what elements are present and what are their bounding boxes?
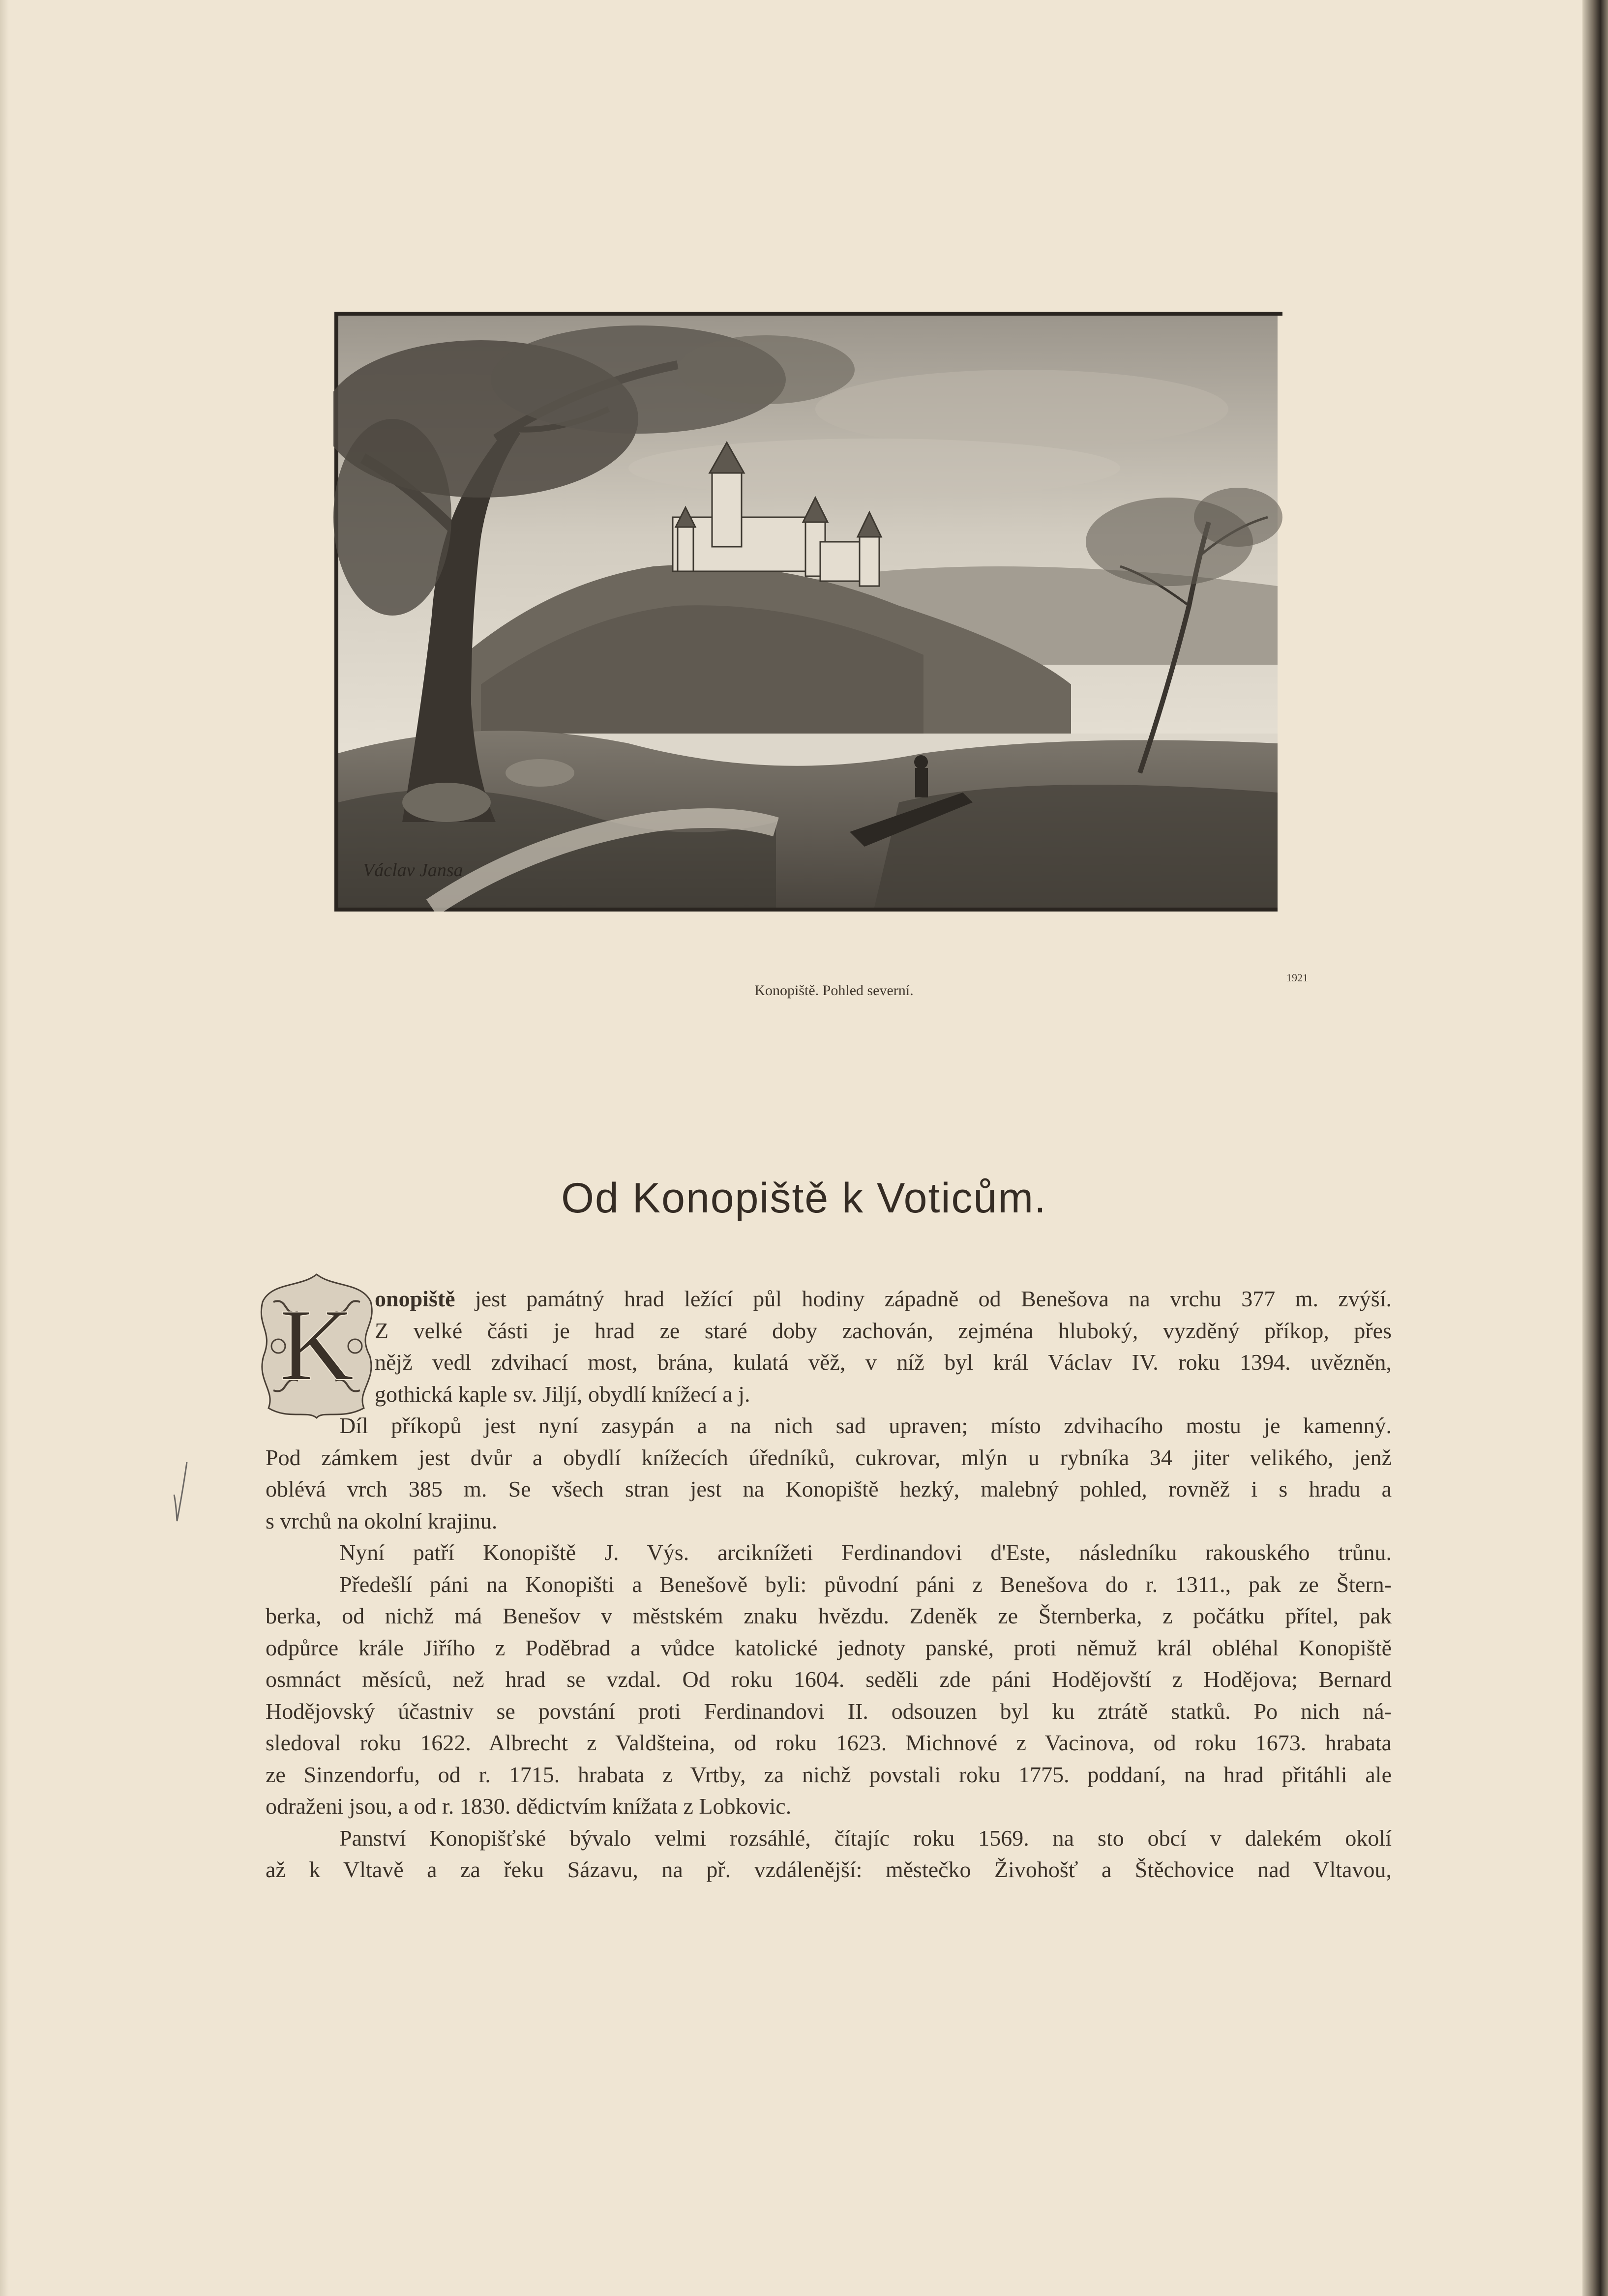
body-line-5: Díl příkopů jest nyní zasypán a na nich sad upraven; místo zdvihacího mostu je kamenný. [339,1413,1392,1438]
article-body [266,1283,1392,1886]
body-line-3: nějž vedl zdvihací most, brána, kulatá věž, v níž byl král Václav IV. roku 1394. uvězněn, [375,1350,1392,1375]
plate-number: 1921 [1286,971,1308,984]
pencil-margin-mark [172,1460,192,1524]
body-line-15: sledoval roku 1622. Albrecht z Valdšteina, od roku 1623. Michnové z Vacinova, od roku 1673. hrabata [266,1730,1392,1755]
body-line-18: Panství Konopišťské bývalo velmi rozsáhlé, čítajíc roku 1569. na sto obcí v dalekém okolí [339,1825,1392,1851]
body-line-17: odraženi jsou, a od r. 1830. dědictvím knížata z Lobkovic. [266,1794,792,1819]
figure-caption: Konopiště. Pohled severní. [754,982,914,999]
body-line-2: Z velké části je hrad ze staré doby zachován, zejména hluboký, vyzděný příkop, přes [375,1318,1392,1343]
body-line-11: berka, od nichž má Benešov v městském znaku hvězdu. Zdeněk ze Šternberka, z počátku přítel, pak [266,1603,1392,1628]
body-line-16: ze Sinzendorfu, od r. 1715. hrabata z Vrtby, za nichž povstali roku 1775. poddaní, na hrad přitáhli ale [266,1762,1392,1787]
body-line-13: osmnáct měsíců, než hrad se vzdal. Od roku 1604. seděli zde páni Hodějovští z Hodějova; Bernard [266,1667,1392,1692]
body-line-14: Hodějovský účastniv se povstání proti Ferdinandovi II. odsouzen byl ku ztrátě statků. Po nich ná- [266,1698,1392,1724]
book-gutter-edge [1582,0,1608,2296]
artist-signature: Václav Jansa [363,860,463,881]
page-edge-left [0,0,9,2296]
body-line-6: Pod zámkem jest dvůr a obydlí knížecích úředníků, cukrovar, mlýn u rybníka 34 jiter velikého, jenž [266,1444,1392,1470]
body-line-4: gothická kaple sv. Jiljí, obydlí knížecí a j. [375,1381,750,1407]
lead-word: onopiště [375,1286,455,1311]
body-line-9: Nyní patří Konopiště J. Výs. arciknížeti Ferdinandovi d'Este, následníku rakouského trůnu. [339,1540,1392,1565]
body-line-10: Předešlí páni na Konopišti a Benešově byli: původní páni z Benešova do r. 1311., pak ze Štern- [339,1571,1392,1597]
body-line-12: odpůrce krále Jiřího z Poděbrad a vůdce katolické jednoty panské, proti němuž král obléhal Konopiště [266,1635,1392,1660]
body-line-7: oblévá vrch 385 m. Se všech stran jest na Konopiště hezký, malebný pohled, rovněž i s hradu a [266,1476,1392,1501]
body-line-1: onopiště jest památný hrad ležící půl hodiny západně od Benešova na vrchu 377 m. zvýší. [375,1286,1392,1311]
drop-cap-letter: K [279,1288,354,1402]
body-line-8: s vrchů na okolní krajinu. [266,1508,498,1533]
article-title: Od Konopiště k Voticům. [561,1175,1047,1222]
konopiste-engraving [333,311,1282,912]
body-line-19: až k Vltavě a za řeku Sázavu, na př. vzdálenější: městečko Živohošť a Štěchovice nad Vltavou, [266,1857,1392,1882]
